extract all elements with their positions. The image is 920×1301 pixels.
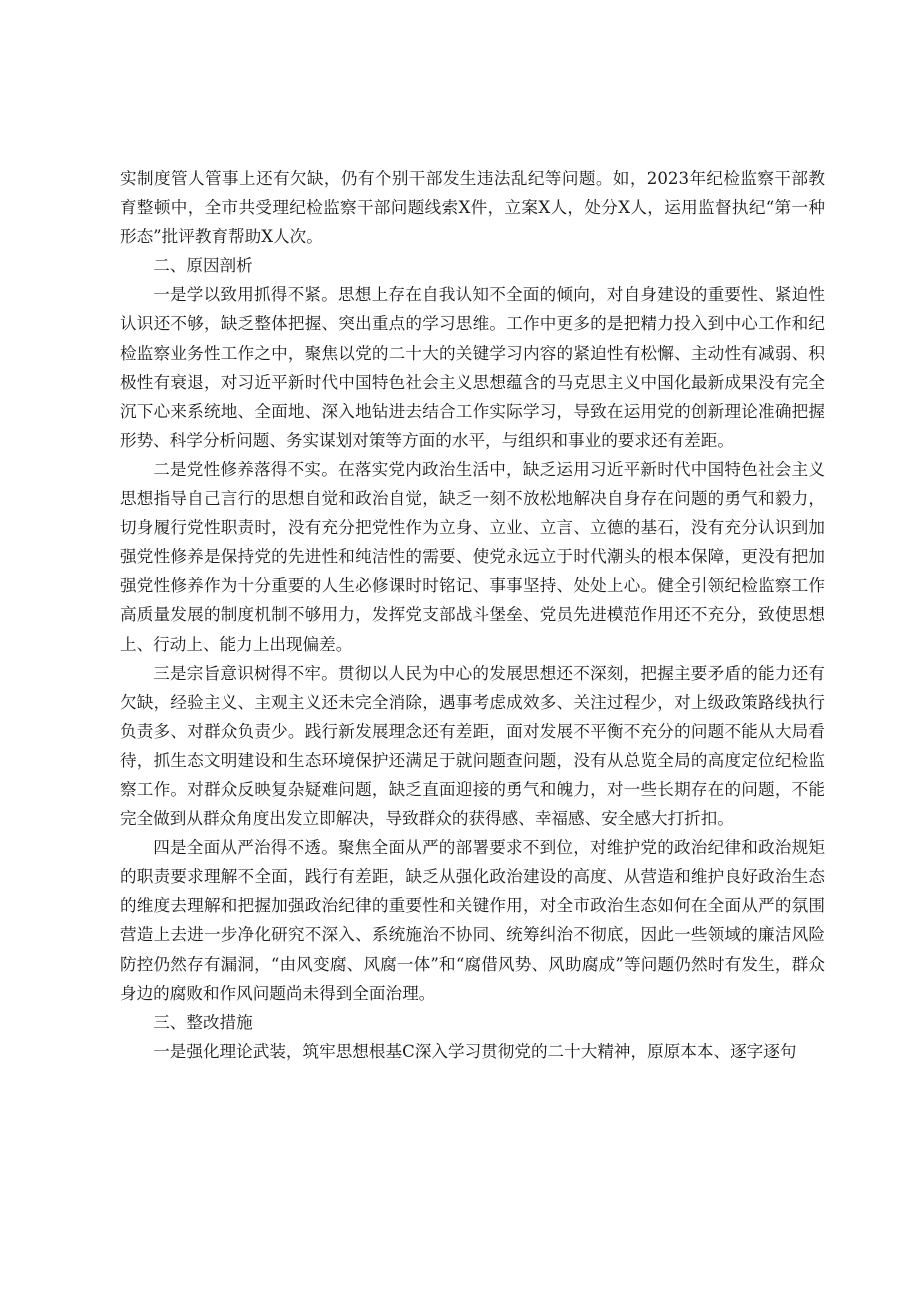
document-body [120,164,825,1066]
paragraph-measure-1: 一是强化理论武装，筑牢思想根基C深入学习贯彻党的二十大精神，原原本本、逐字逐句 [153,1041,797,1061]
section-heading-rectification: 三、整改措施 [153,1012,253,1032]
paragraph-intro-continued: 实制度管人管事上还有欠缺，仍有个别干部发生违法乱纪等问题。如，2023年纪检监察干部教育整顿中，全市共受理纪检监察干部问题线索X件，立案X人，处分X人，运用监督执纪“第一种形态”批评教育帮助X人次。 [120,169,825,247]
paragraph-cause-1: 一是学以致用抓得不紧。思想上存在自我认知不全面的倾向，对自身建设的重要性、紧迫性认识还不够，缺乏整体把握、突出重点的学习思维。工作中更多的是把精力投入到中心工作和纪检监察业务性工作之中，聚焦以党的二十大的关键学习内容的紧迫性有松懈、主动性有减弱、积极性有衰退，对习近平新时代中国特色社会主义思想蕴含的马克思主义中国化最新成果没有完全沉下心来系统地、全面地、深入地钻进去结合工作实际学习，导致在运用党的创新理论准确把握形势、科学分析问题、务实谋划对策等方面的水平，与组织和事业的要求还有差距。 [120,285,825,450]
section-heading-cause-analysis: 二、原因剖析 [153,256,253,276]
paragraph-cause-3: 三是宗旨意识树得不牢。贯彻以人民为中心的发展思想还不深刻，把握主要矛盾的能力还有欠缺，经验主义、主观主义还未完全消除，遇事考虑成效多、关注过程少，对上级政策路线执行负责多、对群众负责少。践行新发展理念还有差距，面对发展不平衡不充分的问题不能从大局看待，抓生态文明建设和生态环境保护还满足于就问题查问题，没有从总览全局的高度定位纪检监察工作。对群众反映复杂疑难问题，缺乏直面迎接的勇气和魄力，对一些长期存在的问题，不能完全做到从群众角度出发立即解决，导致群众的获得感、幸福感、安全感大打折扣。 [120,663,825,829]
paragraph-cause-4: 四是全面从严治得不透。聚焦全面从严的部署要求不到位，对维护党的政治纪律和政治规矩的职责要求理解不全面，践行有差距，缺乏从强化政治建设的高度、从营造和维护良好政治生态的维度去理解和把握加强政治纪律的重要性和关键作用，对全市政治生态如何在全面从严的氛围营造上去进一步净化研究不深入、系统施治不协同、统筹纠治不彻底，因此一些领域的廉洁风险防控仍然存有漏洞，“由风变腐、风腐一体”和“腐借风势、风助腐成”等问题仍然时有发生，群众身边的腐败和作风问题尚未得到全面治理。 [120,838,825,1003]
paragraph-cause-2: 二是党性修养落得不实。在落实党内政治生活中，缺乏运用习近平新时代中国特色社会主义思想指导自己言行的思想自觉和政治自觉，缺乏一刻不放松地解决自身存在问题的勇气和毅力，切身履行党性职责时，没有充分把党性作为立身、立业、立言、立德的基石，没有充分认识到加强党性修养是保持党的先进性和纯洁性的需要、使党永远立于时代潮头的根本保障，更没有把加强党性修养作为十分重要的人生必修课时时铭记、事事坚持、处处上心。健全引领纪检监察工作高质量发展的制度机制不够用力，发挥党支部战斗堡垒、党员先进模范作用还不充分，致使思想上、行动上、能力上出现偏差。 [120,459,825,654]
